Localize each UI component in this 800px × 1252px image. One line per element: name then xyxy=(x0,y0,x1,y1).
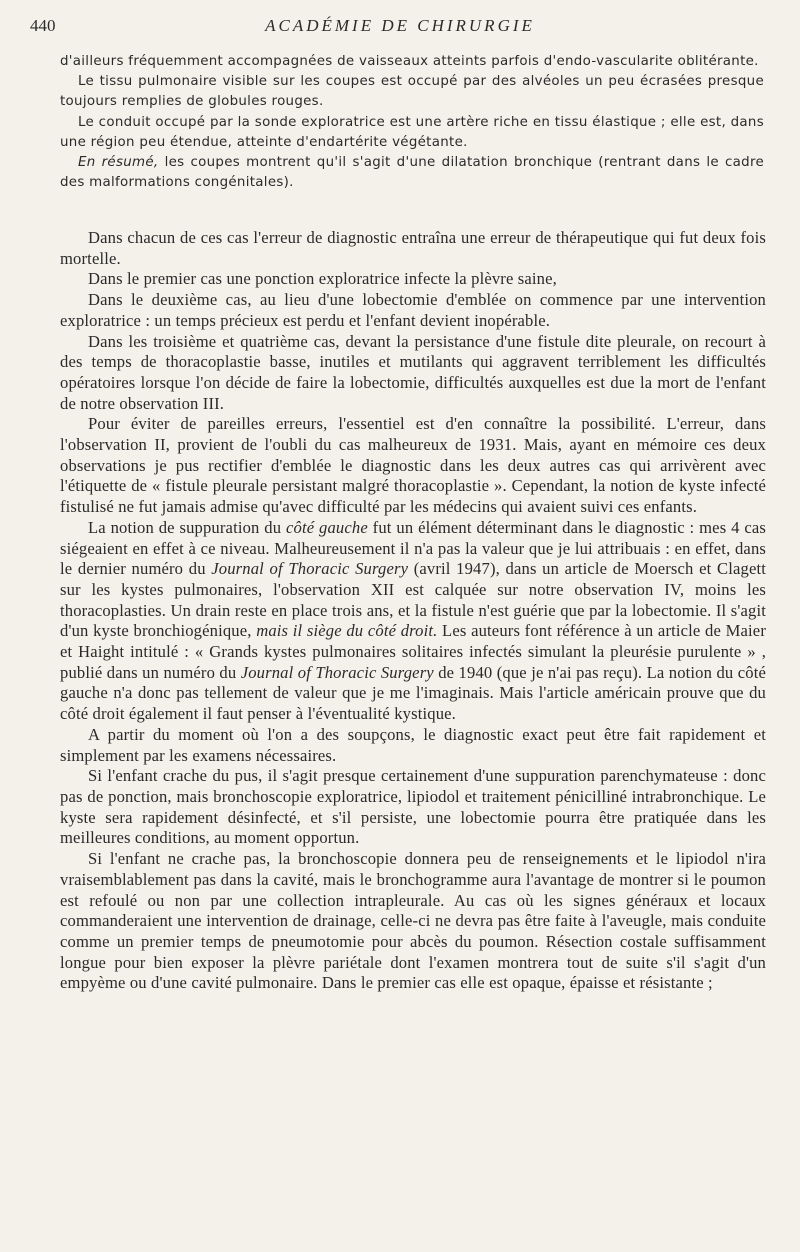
p6-i: de 1940 (que je n'ai pas reçu). La notion du côté gauche n'a donc pas tellement de valeur que je me l'imaginais. Mais l'article américain prouve que du côté droit également il faut penser à l'éventualité kystique. xyxy=(60,662,766,724)
paragraph-4: Dans les troisième et quatrième cas, devant la persistance d'une fistule dite pleurale, on recourt à des temps de thoracoplastie basse, inutiles et mutilants qui aggravent terriblement les difficultés opératoires lorsque l'on décide de faire la lobectomie, difficultés auxquelles est due la mort de l'enfant de notre observation III. xyxy=(60,331,766,413)
summary-text: les coupes montrent qu'il s'agit d'une dilatation bronchique (rentrant dans le cadre des malformations congénitales). xyxy=(60,155,764,191)
journal-title: Journal of Thoracic Surgery xyxy=(240,662,434,682)
paragraph-7: A partir du moment où l'on a des soupçons, le diagnostic exact peut être fait rapidement et simplement par les examens nécessaires. xyxy=(60,724,766,765)
p6-right-side: mais il siège du côté droit. xyxy=(256,621,438,641)
p6-g: Les auteurs font référence à un article de Maier et Haight intitulé : « Grands kystes pulmonaires solitaires infectés simulant la pleurésie purulente » , publié dans un numéro du xyxy=(60,621,767,682)
body-text xyxy=(60,228,766,994)
p6-a: La notion de suppuration du xyxy=(88,517,286,537)
histology-text xyxy=(60,52,764,193)
paragraph-9: Si l'enfant ne crache pas, la bronchoscopie donnera peu de renseignements et le lipiodol n'ira vraisemblablement pas dans la cavité, mais le bronchogramme aura l'avantage de montrer si le poumon est refoulé ou non par une collection intrapleurale. Au cas où les signes généraux et locaux commanderaient une intervention de drainage, celle-ci ne devra pas être faite à l'aveugle, mais conduite comme un premier temps de pneumotomie pour abcès du poumon. Résection costale suffisamment longue pour bien exposer la plèvre pariétale dont l'examen montrera tout de suite s'il s'agit d'un empyème ou d'une cavité pulmonaire. Dans le premier cas elle est opaque, épaisse et résistante ; xyxy=(60,849,766,993)
paragraph-5: Pour éviter de pareilles erreurs, l'essentiel est d'en connaître la possibilité. L'erreur, dans l'observation II, provient de l'oubli du cas malheureux de 1931. Mais, ayant en mémoire ces deux observations je pus rectifier d'emblée le diagnostic dans les deux autres cas qui arrivèrent avec l'étiquette de « fistule pleurale persistant malgré thoracoplastie ». Cependant, la notion de kyste infecté fistulisé ne fut jamais admise qu'avec difficulté par les médecins qui avaient suivi ces enfants. xyxy=(60,414,766,517)
page-number: 440 xyxy=(30,16,56,35)
paragraph-1: Dans chacun de ces cas l'erreur de diagnostic entraîna une erreur de thérapeutique qui fut deux fois mortelle. xyxy=(60,228,766,268)
summary-lead: En résumé, xyxy=(78,155,159,171)
small-paragraph-1: d'ailleurs fréquemment accompagnées de vaisseaux atteints parfois d'endo-vascularite oblitérante. xyxy=(60,54,759,69)
running-title: ACADÉMIE DE CHIRURGIE xyxy=(265,16,535,35)
p6-left-side: côté gauche xyxy=(286,517,368,537)
paragraph-2: Dans le premier cas une ponction exploratrice infecte la plèvre saine, xyxy=(88,269,557,289)
p6-c: fut un élément déterminant dans le diagnostic : mes 4 cas siégeaient en effet à ce niveau. Malheureusement il n'a pas la valeur que je lui attribuais : en effet, dans le dernier numéro du xyxy=(60,517,766,579)
small-paragraph-4 xyxy=(60,153,764,193)
journal-title: Journal of Thoracic Surgery xyxy=(211,559,409,579)
small-paragraph-3: Le conduit occupé par la sonde exploratrice est une artère riche en tissu élastique ; elle est, dans une région peu étendue, atteinte d'endartérite végétante. xyxy=(60,114,764,150)
paragraph-3: Dans le deuxième cas, au lieu d'une lobectomie d'emblée on commence par une intervention exploratrice : un temps précieux est perdu et l'enfant devient inopérable. xyxy=(60,290,766,330)
page-header xyxy=(30,16,770,40)
small-paragraph-2: Le tissu pulmonaire visible sur les coupes est occupé par des alvéoles un peu écrasées presque toujours remplies de globules rouges. xyxy=(60,74,764,110)
paragraph-6 xyxy=(60,518,766,725)
paragraph-8: Si l'enfant crache du pus, il s'agit presque certainement d'une suppuration parenchymateuse : donc pas de ponction, mais bronchoscopie exploratrice, lipiodol et traitement pénicilliné intrabronchique. Le kyste sera rapidement désinfecté, et s'il persiste, une lobectomie pourra être pratiquée dans les meilleures conditions, au moment opportun. xyxy=(60,766,766,848)
p6-e: (avril 1947), dans un article de Moersch et Clagett sur les kystes pulmonaires, l'observation XII est calquée sur notre observation IV, moins les thoracoplasties. Un drain reste en place trois ans, et la fistule n'est guérie que par la lobectomie. Il s'agit d'un kyste bronchiogénique, xyxy=(60,559,766,641)
